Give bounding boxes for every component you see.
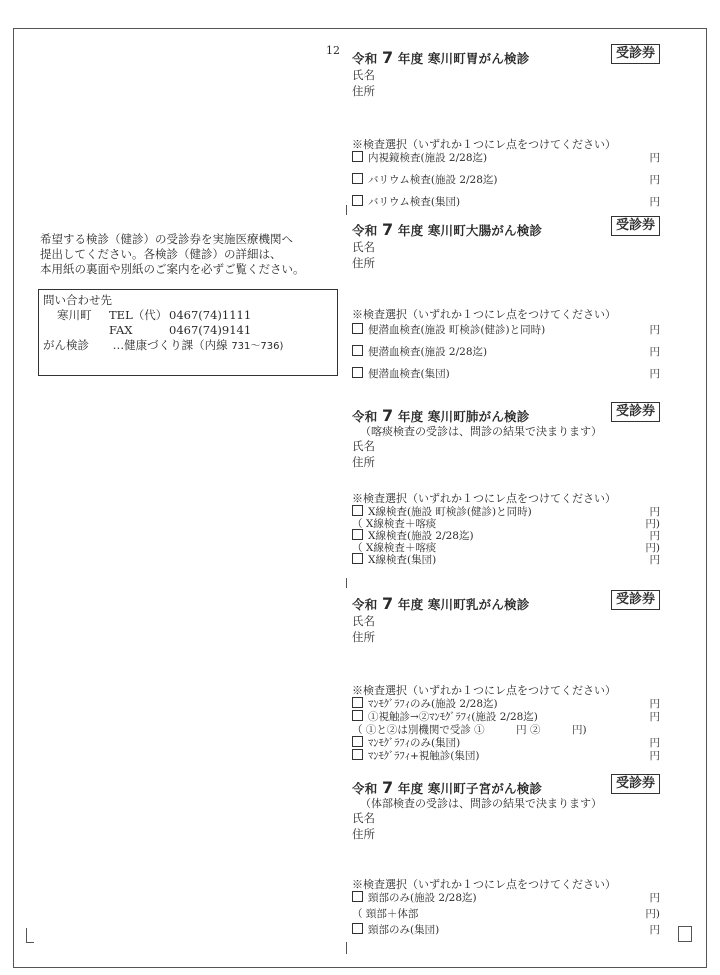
coupon [352,46,662,208]
checkbox[interactable] [352,736,363,747]
checkbox[interactable] [352,710,363,721]
name-field[interactable]: 氏名 [352,811,375,825]
intro-line: 本用紙の裏面や別紙のご案内を必ずご覧ください。 [40,262,305,276]
yen-field: 円 [649,152,660,164]
corner-mark [26,942,34,943]
checkbox[interactable] [352,553,363,564]
exam-option[interactable] [352,172,660,187]
option-label: 便潜血検査(施設 町検診(健診)と同時) [368,324,546,336]
year: 7 [381,48,394,67]
ticket-badge: 受診券 [611,590,660,610]
ticket-badge: 受診券 [611,44,660,64]
selection-instruction: ※検査選択（いずれか１つにレ点をつけてください） [352,138,616,151]
ticket-badge: 受診券 [611,774,660,794]
checkbox[interactable] [352,891,363,902]
exam-option[interactable] [352,344,660,359]
exam-option[interactable] [352,150,660,165]
contact-heading: 問い合わせ先 [43,293,112,307]
coupon [352,592,662,762]
option-label: ﾏﾝﾓｸﾞﾗﾌｨのみ(施設 2/28迄) [368,698,498,710]
checkbox[interactable] [352,367,363,378]
coupon [352,776,662,936]
address-field[interactable]: 住所 [352,84,375,98]
coupon-name: 年度 寒川町大腸がん検診 [397,223,543,238]
coupon-name: 年度 寒川町胃がん検診 [397,51,530,66]
divider-mark [346,205,347,215]
exam-option[interactable] [352,748,660,763]
yen-field: 円) [645,518,660,530]
yen-field: 円 [649,174,660,186]
name-field[interactable]: 氏名 [352,614,375,628]
coupon-note: （体部検査の受診は、問診の結果で決まります） [360,797,602,810]
option-label: ﾏﾝﾓｸﾞﾗﾌｨ+視触診(集団) [368,750,480,762]
address-field[interactable]: 住所 [352,455,375,469]
address-field[interactable]: 住所 [352,630,375,644]
fax-label: FAX [109,323,133,337]
selection-instruction: ※検査選択（いずれか１つにレ点をつけてください） [352,308,616,321]
option-label: 便潜血検査(集団) [368,368,450,380]
checkbox[interactable] [352,749,363,760]
exam-option[interactable] [352,194,660,209]
checkbox[interactable] [352,923,363,934]
tel-label: TEL（代） [109,308,168,322]
yen-field: 円) [645,908,660,920]
corner-mark [26,928,27,942]
checkbox[interactable] [352,151,363,162]
option-label: X線検査(集団) [368,554,437,566]
name-field[interactable]: 氏名 [352,68,375,82]
option-label: （ X線検査＋喀痰 [352,518,437,530]
exam-option [352,906,660,921]
dept-label: がん検診 [43,338,89,352]
option-label: （ ①と②は別機関で受診 ① 円 ② 円) [352,724,587,736]
corner-mark [346,942,347,954]
year: 7 [381,406,394,425]
yen-field: 円 [649,506,660,518]
contact-town: 寒川町 [57,308,92,322]
ticket-badge: 受診券 [611,216,660,236]
exam-option[interactable] [352,890,660,905]
coupon-note: （喀痰検査の受診は、問診の結果で決まります） [360,425,602,438]
yen-field: 円 [649,530,660,542]
yen-field: 円) [645,542,660,554]
ticket-badge: 受診券 [611,402,660,422]
era: 令和 [352,51,378,66]
option-label: X線検査(施設 2/28迄) [368,530,474,542]
page-number: 12 [326,44,340,57]
option-label: 頸部のみ(集団) [368,924,440,936]
year: 7 [381,594,394,613]
era: 令和 [352,597,378,612]
yen-field: 円 [649,737,660,749]
exam-option[interactable] [352,552,660,567]
coupon [352,404,662,566]
year: 7 [381,778,394,797]
checkbox[interactable] [352,505,363,516]
selection-instruction: ※検査選択（いずれか１つにレ点をつけてください） [352,878,616,891]
yen-field: 円 [649,346,660,358]
year: 7 [381,220,394,239]
divider-mark [346,578,347,588]
name-field[interactable]: 氏名 [352,240,375,254]
option-label: ﾏﾝﾓｸﾞﾗﾌｨのみ(集団) [368,737,461,749]
coupon-name: 年度 寒川町肺がん検診 [397,409,530,424]
era: 令和 [352,409,378,424]
dept-name: …健康づくり課（内線 [112,338,228,352]
intro-line: 提出してください。各検診（健診）の詳細は、 [40,247,282,261]
exam-option[interactable] [352,322,660,337]
option-label: （ 頸部＋体部 [352,908,419,920]
address-field[interactable]: 住所 [352,827,375,841]
checkbox[interactable] [352,529,363,540]
contact-box [38,289,338,376]
selection-instruction: ※検査選択（いずれか１つにレ点をつけてください） [352,492,616,505]
yen-field: 円 [649,750,660,762]
checkbox[interactable] [352,195,363,206]
checkbox[interactable] [352,345,363,356]
tel-number: 0467(74)1111 [169,308,252,322]
option-label: ①視触診→②ﾏﾝﾓｸﾞﾗﾌｨ(施設 2/28迄) [368,711,538,723]
corner-box [678,926,692,942]
coupon-name: 年度 寒川町子宮がん検診 [397,781,543,796]
yen-field: 円 [649,924,660,936]
yen-field: 円 [649,554,660,566]
fax-number: 0467(74)9141 [169,323,252,337]
exam-option[interactable] [352,922,660,937]
option-label: 内視鏡検査(施設 2/28迄) [368,152,488,164]
era: 令和 [352,223,378,238]
option-label: バリウム検査(施設 2/28迄) [368,174,498,186]
yen-field: 円 [649,698,660,710]
checkbox[interactable] [352,697,363,708]
extension: 731～736) [231,341,284,352]
yen-field: 円 [649,711,660,723]
checkbox[interactable] [352,323,363,334]
coupon-name: 年度 寒川町乳がん検診 [397,597,530,612]
era: 令和 [352,781,378,796]
coupon [352,218,662,380]
yen-field: 円 [649,892,660,904]
option-label: X線検査(施設 町検診(健診)と同時) [368,506,532,518]
exam-option[interactable] [352,366,660,381]
option-label: （ X線検査＋喀痰 [352,542,437,554]
checkbox[interactable] [352,173,363,184]
address-field[interactable]: 住所 [352,256,375,270]
intro-line: 希望する検診（健診）の受診券を実施医療機関へ [40,232,293,246]
option-label: 便潜血検査(施設 2/28迄) [368,346,488,358]
yen-field: 円 [649,196,660,208]
selection-instruction: ※検査選択（いずれか１つにレ点をつけてください） [352,684,616,697]
intro-text [40,232,340,277]
yen-field: 円 [649,324,660,336]
name-field[interactable]: 氏名 [352,439,375,453]
option-label: 頸部のみ(施設 2/28迄) [368,892,477,904]
yen-field: 円 [649,368,660,380]
option-label: バリウム検査(集団) [368,196,461,208]
